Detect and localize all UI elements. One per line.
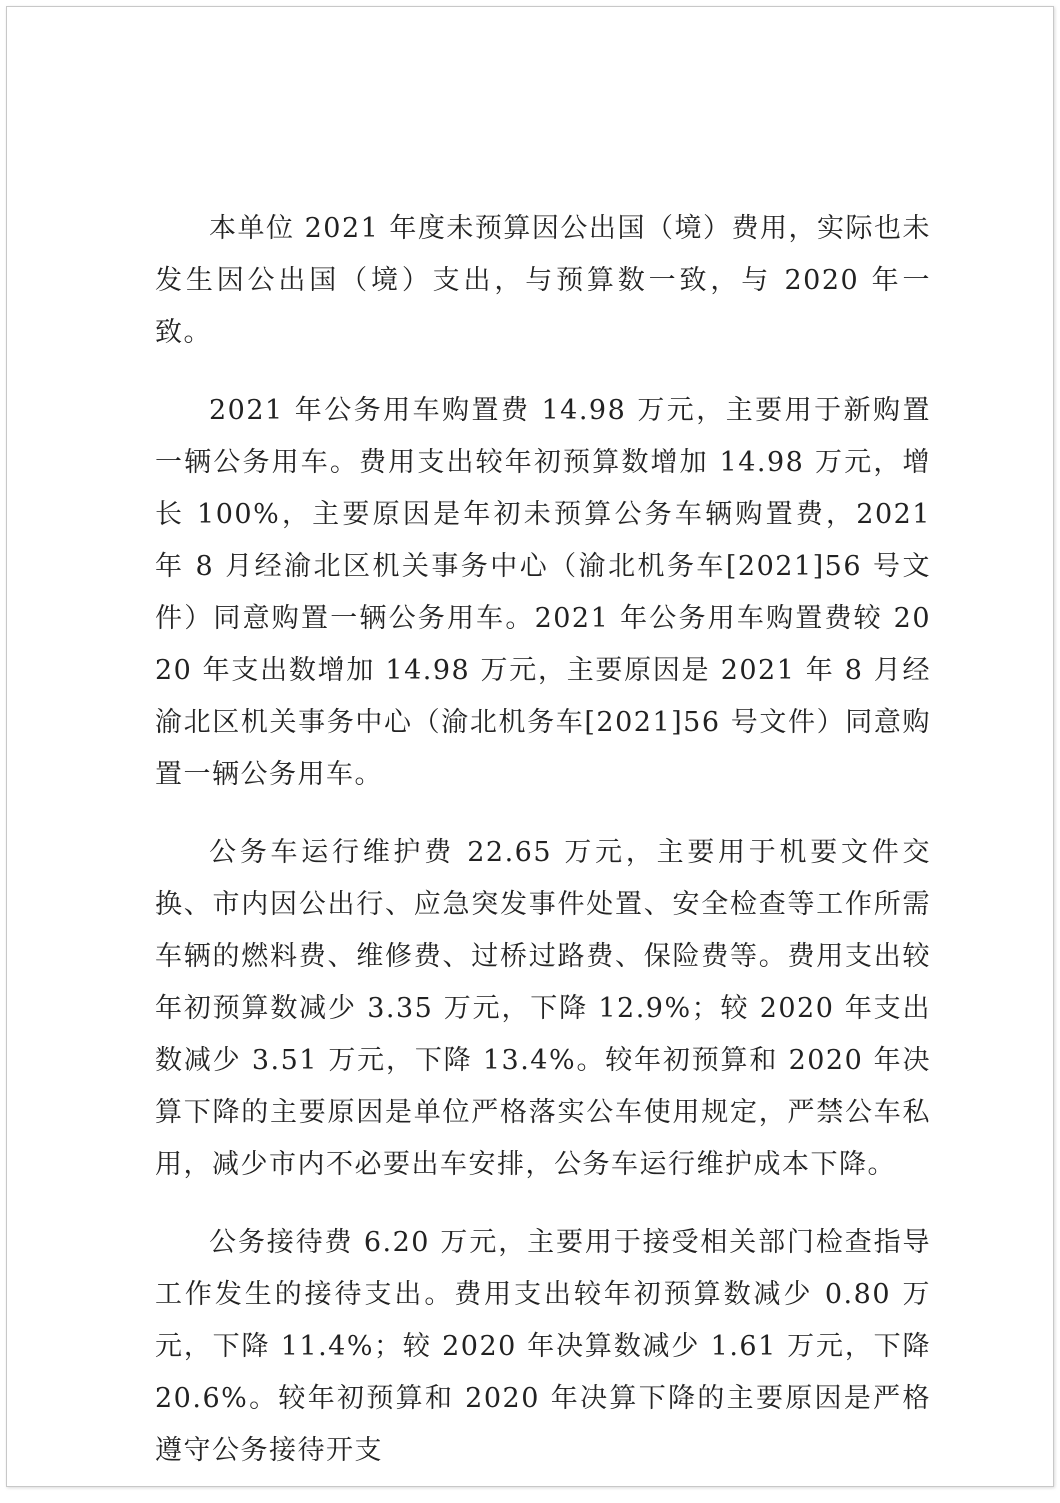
document-page <box>6 6 1054 1487</box>
paragraph-vehicle-maintenance: 公务车运行维护费 22.65 万元，主要用于机要文件交换、市内因公出行、应急突发事件处置、安全检查等工作所需车辆的燃料费、维修费、过桥过路费、保险费等。费用支出较年初预算数减少 3.35 万元，下降 12.9%；较 2020 年支出数减少 3.51 万元，下降 13.4%。较年初预算和 2020 年决算下降的主要原因是单位严格落实公车使用规定，严禁公车私用，减少市内不必要出车安排，公务车运行维护成本下降。 <box>155 837 931 1180</box>
paragraph-overseas-expenses: 本单位 2021 年度未预算因公出国（境）费用，实际也未发生因公出国（境）支出，与预算数一致，与 2020 年一致。 <box>155 213 931 348</box>
paragraph-reception-expenses: 公务接待费 6.20 万元，主要用于接受相关部门检查指导工作发生的接待支出。费用支出较年初预算数减少 0.80 万元，下降 11.4%；较 2020 年决算数减少 1.61 万元，下降 20.6%。较年初预算和 2020 年决算下降的主要原因是严格遵守公务接待开支 <box>155 1227 931 1466</box>
paragraph-vehicle-purchase: 2021 年公务用车购置费 14.98 万元，主要用于新购置一辆公务用车。费用支出较年初预算数增加 14.98 万元，增长 100%，主要原因是年初未预算公务车辆购置费，2021 年 8 月经渝北区机关事务中心（渝北机务车[2021]56 号文件）同意购置一辆公务用车。2021 年公务用车购置费较 2020 年支出数增加 14.98 万元，主要原因是 2021 年 8 月经渝北区机关事务中心（渝北机务车[2021]56 号文件）同意购置一辆公务用车。 <box>155 395 931 790</box>
document-body <box>155 203 931 1503</box>
